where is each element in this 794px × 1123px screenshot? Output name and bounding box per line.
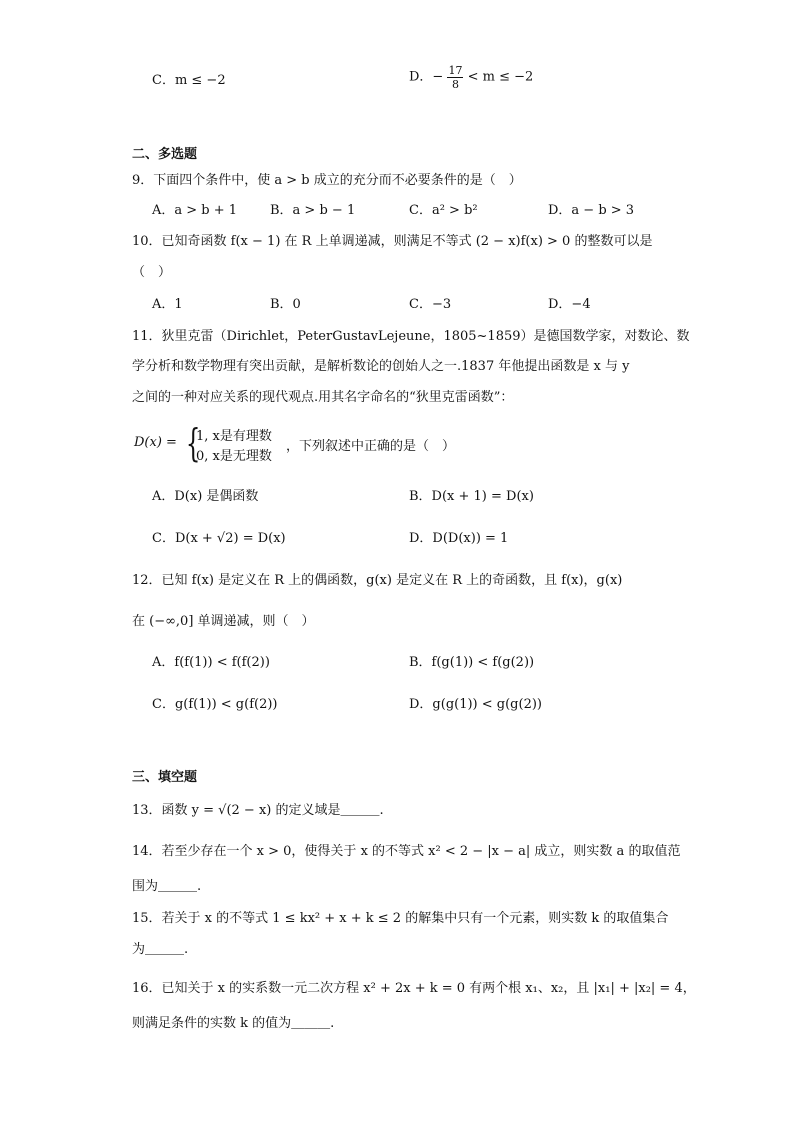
q15-line-2: 为＿＿＿. [132,942,189,957]
q11-line-1: 11．狄里克雷（Dirichlet，PeterGustavLejeune，1805~1859）是德国数学家，对数论、数 [132,329,690,344]
q9-option-b: B．a > b − 1 [270,203,356,218]
q8-option-c: C．m ≤ −2 [152,73,226,88]
q9-option-d: D．a − b > 3 [548,203,635,218]
q15-line-1: 15．若关于 x 的不等式 1 ≤ kx² + x + k ≤ 2 的解集中只有一个元素，则实数 k 的取值集合 [132,911,669,926]
q10-stem: 10．已知奇函数 f(x − 1) 在 R 上单调递减，则满足不等式 (2 − x)f(x) > 0 的整数可以是 [132,234,653,249]
fraction-numerator: 17 [448,64,463,77]
section-multiple-choice-title: 二、多选题 [132,147,198,162]
q10-option-d: D．−4 [548,297,591,312]
q8-option-d-fraction [447,64,463,91]
q12-line-2: 在 (−∞,0] 单调递减，则（ ） [132,614,315,629]
q11-stem-tail: ，下列叙述中正确的是（ ） [286,439,456,454]
q9-option-c: C．a² > b² [409,203,478,218]
q10-option-c: C．−3 [409,297,452,312]
fraction-denominator: 8 [451,78,459,91]
q11-option-d: D．D(D(x)) = 1 [409,531,509,546]
q14-line-2: 围为＿＿＿. [132,879,202,894]
left-brace-icon: { [185,421,201,465]
dirichlet-case-irrational: 0, x是无理数 [196,449,272,464]
q9-stem: 9．下面四个条件中，使 a > b 成立的充分而不必要条件的是（ ） [132,173,522,188]
dirichlet-case-rational: 1, x是有理数 [196,429,272,444]
q11-option-a: A．D(x) 是偶函数 [152,489,259,504]
q8-option-d [409,64,533,96]
q8-option-d-prefix: D．− [409,69,444,85]
dirichlet-function-definition [134,421,456,467]
q11-option-b: B．D(x + 1) = D(x) [409,489,534,504]
dirichlet-lhs: D(x) = [134,435,177,450]
q10-paren: （ ） [132,265,172,280]
q12-line-1: 12．已知 f(x) 是定义在 R 上的偶函数，g(x) 是定义在 R 上的奇函数，且 f(x)，g(x) [132,573,623,588]
q9-option-a: A．a > b + 1 [152,203,238,218]
q16-line-1: 16．已知关于 x 的实系数一元二次方程 x² + 2x + k = 0 有两个根 x₁、x₂，且 |x₁| + |x₂| = 4， [132,981,696,996]
q14-line-1: 14．若至少存在一个 x > 0，使得关于 x 的不等式 x² < 2 − |x − a| 成立，则实数 a 的取值范 [132,844,681,859]
q12-option-d: D．g(g(1)) < g(g(2)) [409,697,542,712]
q12-option-c: C．g(f(1)) < g(f(2)) [152,697,278,712]
q16-line-2: 则满足条件的实数 k 的值为＿＿＿. [132,1016,335,1031]
q11-option-c: C．D(x + √2) = D(x) [152,531,286,546]
q13-text: 13．函数 y = √(2 − x) 的定义域是＿＿＿. [132,803,384,818]
q12-option-b: B．f(g(1)) < f(g(2)) [409,655,535,670]
section-fill-in-title: 三、填空题 [132,770,198,785]
q8-option-d-suffix: < m ≤ −2 [467,69,534,85]
q11-line-2: 学分析和数学物理有突出贡献，是解析数论的创始人之一.1837 年他提出函数是 x 与 y [132,359,630,374]
q11-line-3: 之间的一种对应关系的现代观点.用其名字命名的“狄里克雷函数”： [132,390,514,405]
q10-option-a: A．1 [152,297,183,312]
q10-option-b: B．0 [270,297,301,312]
q12-option-a: A．f(f(1)) < f(f(2)) [152,655,270,670]
